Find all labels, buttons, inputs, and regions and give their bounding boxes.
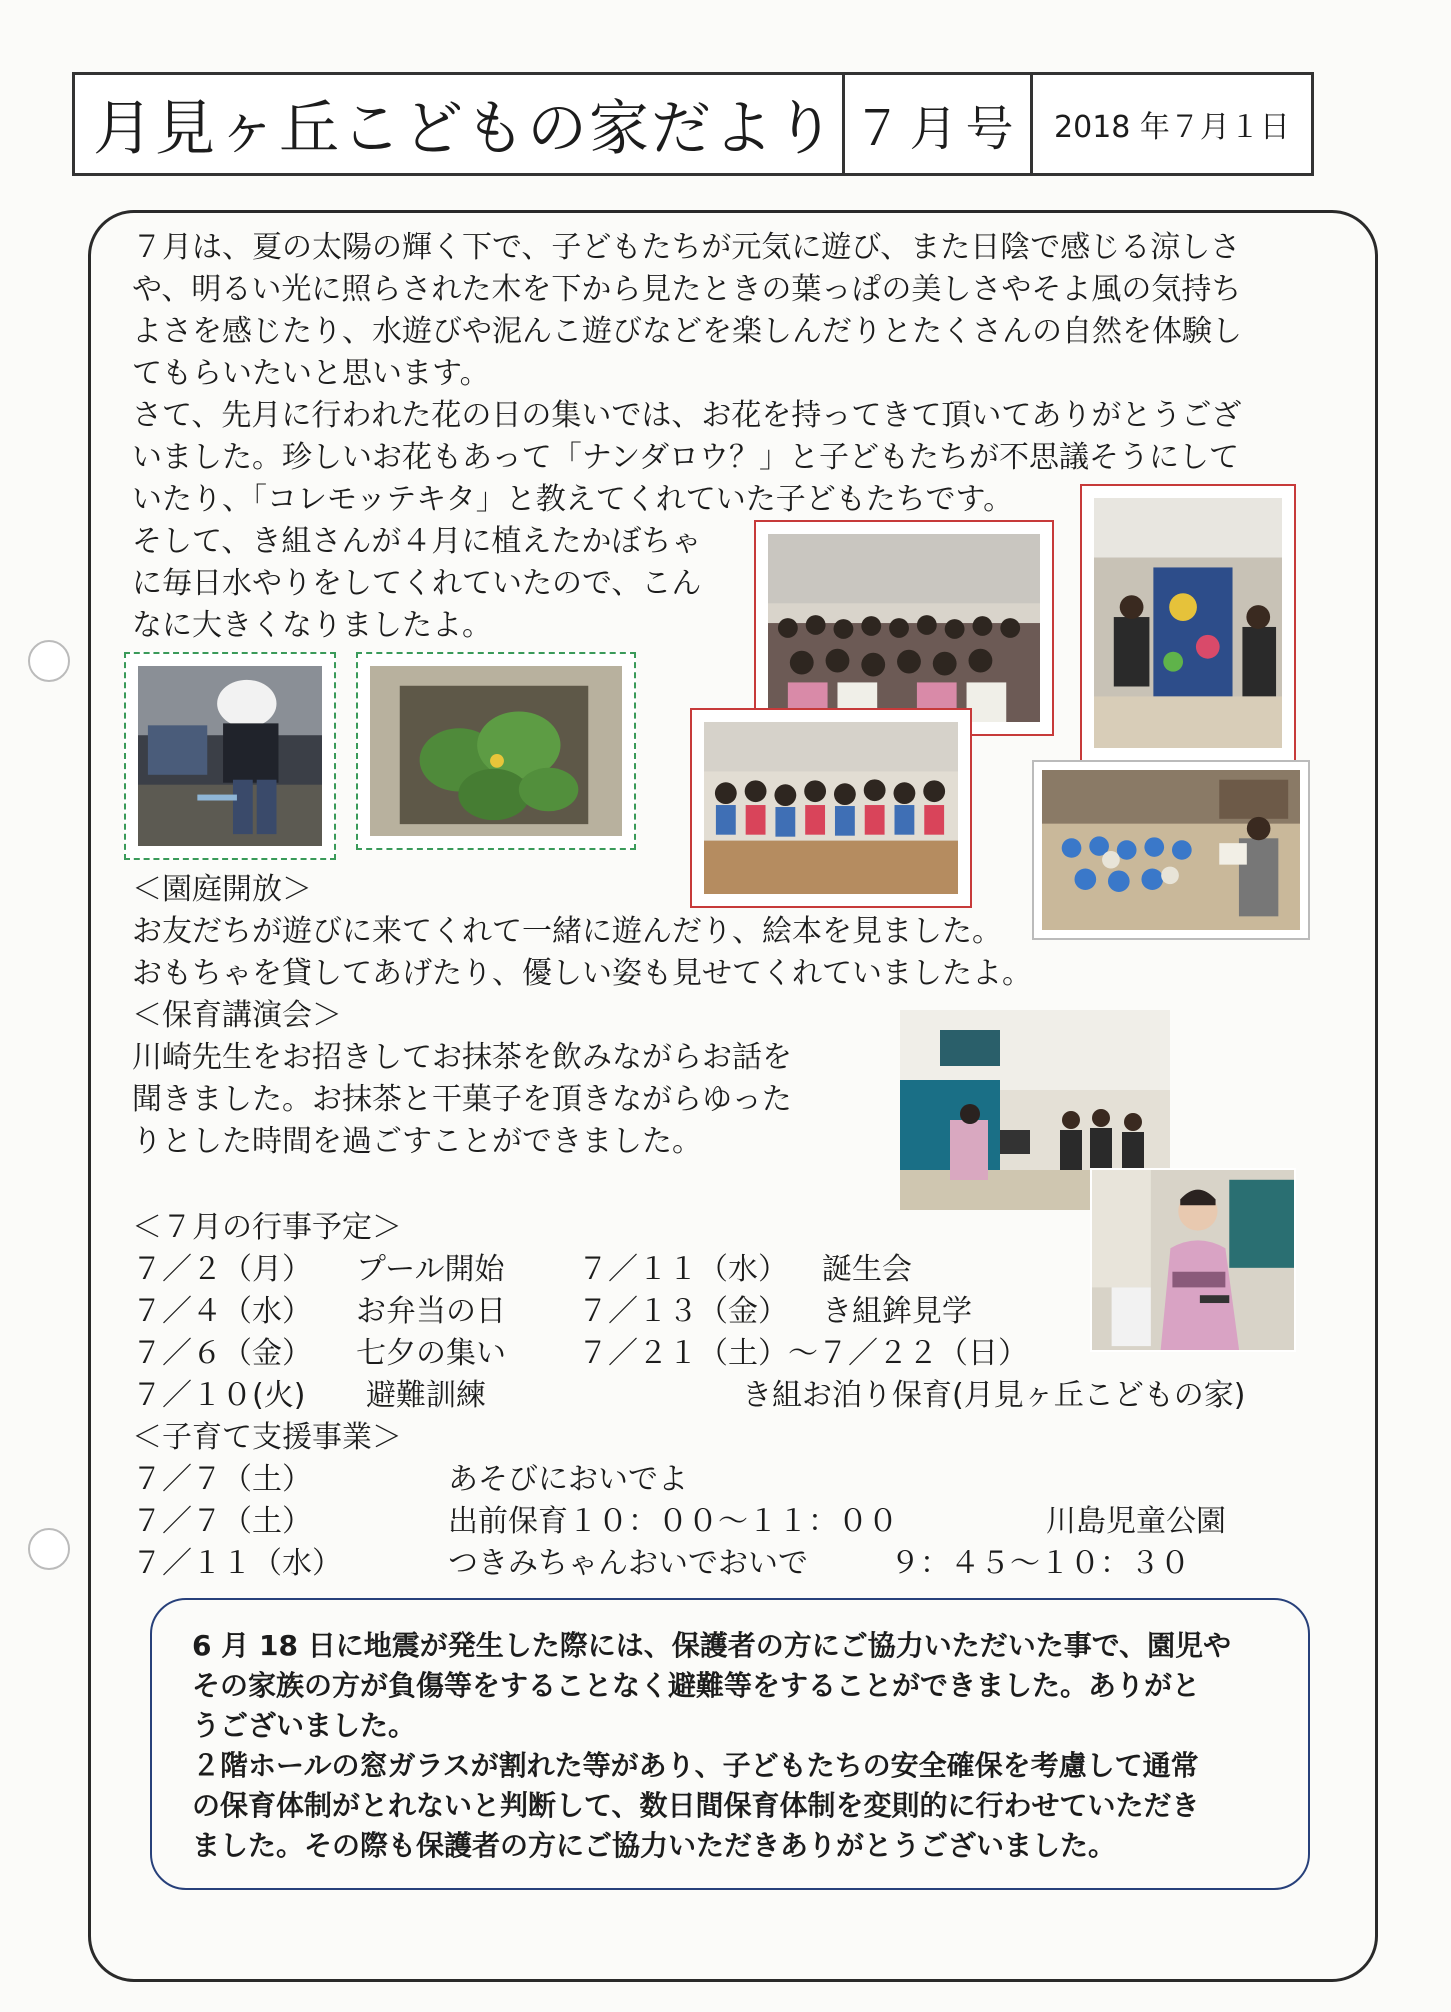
support-date: ７／７（土） (132, 1462, 312, 1497)
photo-children-seated-image (704, 722, 958, 894)
photo-children-gathering (754, 520, 1054, 736)
earthquake-notice (150, 1598, 1310, 1890)
event-date: ７／２１（土）～７／２２（日） (578, 1336, 1028, 1371)
photo-lecturer-kimono-image (1092, 1170, 1294, 1350)
event-name: 誕生会 (822, 1252, 912, 1287)
photo-picture-book-reading-image (1042, 770, 1300, 930)
support-time: ９：４５～１０：３０ (890, 1546, 1190, 1581)
lecture-line: 聞きました。お抹茶と干菓子を頂きながらゆった (132, 1082, 792, 1117)
intro-line: いました。珍しいお花もあって「ナンダロウ？」と子どもたちが不思議そうにして (132, 440, 1239, 475)
event-name: お弁当の日 (356, 1294, 506, 1329)
photo-lecturer-kimono (1090, 1168, 1296, 1352)
support-event: 出前保育１０：００～１１：００ (448, 1504, 898, 1539)
photo-children-seated (690, 708, 972, 908)
notice-line: の保育体制がとれないと判断して、数日間保育体制を変則的に行わせていただき (192, 1789, 1200, 1822)
intro-line: よさを感じたり、水遊びや泥んこ遊びなどを楽しんだりとたくさんの自然を体験し (132, 314, 1242, 349)
event-name: き組鉾見学 (822, 1294, 972, 1329)
photo-children-gathering-image (768, 534, 1040, 722)
support-event: つきみちゃんおいでおいで (448, 1546, 808, 1581)
notice-line: ました。その際も保護者の方にご協力いただきありがとうございました。 (192, 1829, 1117, 1862)
garden-heading: ＜園庭開放＞ (132, 872, 312, 907)
event-date: ７／１１（水） (578, 1252, 788, 1287)
support-heading: ＜子育て支援事業＞ (132, 1420, 402, 1455)
event-name: き組お泊り保育(月見ヶ丘こどもの家) (742, 1378, 1246, 1413)
notice-line: うございました。 (192, 1709, 417, 1742)
photo-child-watering-image (138, 666, 322, 846)
photo-picture-book-reading (1032, 760, 1310, 940)
intro-line: てもらいたいと思います。 (132, 356, 490, 391)
photo-pumpkin-plant (356, 652, 636, 850)
notice-line: 6 月 18 日に地震が発生した際には、保護者の方にご協力いただいた事で、園児や (192, 1629, 1232, 1662)
pumpkin-line: そして、き組さんが４月に植えたかぼちゃ (132, 524, 702, 559)
events-heading: ＜７月の行事予定＞ (132, 1210, 402, 1245)
newsletter-header (72, 72, 1314, 176)
binder-hole-bottom (28, 1528, 70, 1570)
pumpkin-line: なに大きくなりましたよ。 (132, 608, 492, 643)
photo-flower-painting-image (1094, 498, 1282, 748)
intro-line: いたり、「コレモッテキタ」と教えてくれていた子どもたちです。 (132, 482, 1014, 517)
lecture-line: りとした時間を過ごすことができました。 (132, 1124, 702, 1159)
event-name: プール開始 (356, 1252, 505, 1287)
support-date: ７／１１（水） (132, 1546, 342, 1581)
binder-hole-top (28, 640, 70, 682)
garden-line: おもちゃを貸してあげたり、優しい姿も見せてくれていましたよ。 (132, 956, 1032, 991)
intro-line: や、明るい光に照らされた木を下から見たときの葉っぱの美しさやそよ風の気持ち (132, 272, 1242, 307)
intro-line: さて、先月に行われた花の日の集いでは、お花を持ってきて頂いてありがとうござ (132, 398, 1242, 433)
notice-line: その家族の方が負傷等をすることなく避難等をすることができました。ありがと (192, 1669, 1201, 1702)
notice-line: ２階ホールの窓ガラスが割れた等があり、子どもたちの安全確保を考慮して通常 (192, 1749, 1199, 1782)
event-date: ７／４（水） (132, 1294, 312, 1329)
support-date: ７／７（土） (132, 1504, 312, 1539)
event-date: ７／１０(火) (132, 1378, 306, 1413)
pumpkin-line: に毎日水やりをしてくれていたので、こん (132, 566, 702, 601)
event-date: ７／６（金） (132, 1336, 312, 1371)
issue-date: 2018 年７月１日 (1054, 110, 1290, 145)
event-name: 避難訓練 (366, 1378, 486, 1413)
photo-child-watering (124, 652, 336, 860)
garden-line: お友だちが遊びに来てくれて一緒に遊んだり、絵本を見ました。 (132, 914, 1002, 949)
issue-label: ７月号 (845, 75, 1033, 173)
support-place: 川島児童公園 (1046, 1504, 1226, 1539)
event-date: ７／１３（金） (578, 1294, 788, 1329)
lecture-heading: ＜保育講演会＞ (132, 998, 342, 1033)
lecture-line: 川崎先生をお招きしてお抹茶を飲みながらお話を (132, 1040, 792, 1075)
event-name: 七夕の集い (356, 1336, 506, 1371)
photo-flower-painting (1080, 484, 1296, 762)
photo-pumpkin-plant-image (370, 666, 622, 836)
intro-line: ７月は、夏の太陽の輝く下で、子どもたちが元気に遊び、また日陰で感じる涼しさ (132, 230, 1241, 265)
newsletter-title: 月見ヶ丘こどもの家だより (75, 75, 845, 173)
support-event: あそびにおいでよ (448, 1462, 688, 1497)
event-date: ７／２（月） (132, 1252, 312, 1287)
